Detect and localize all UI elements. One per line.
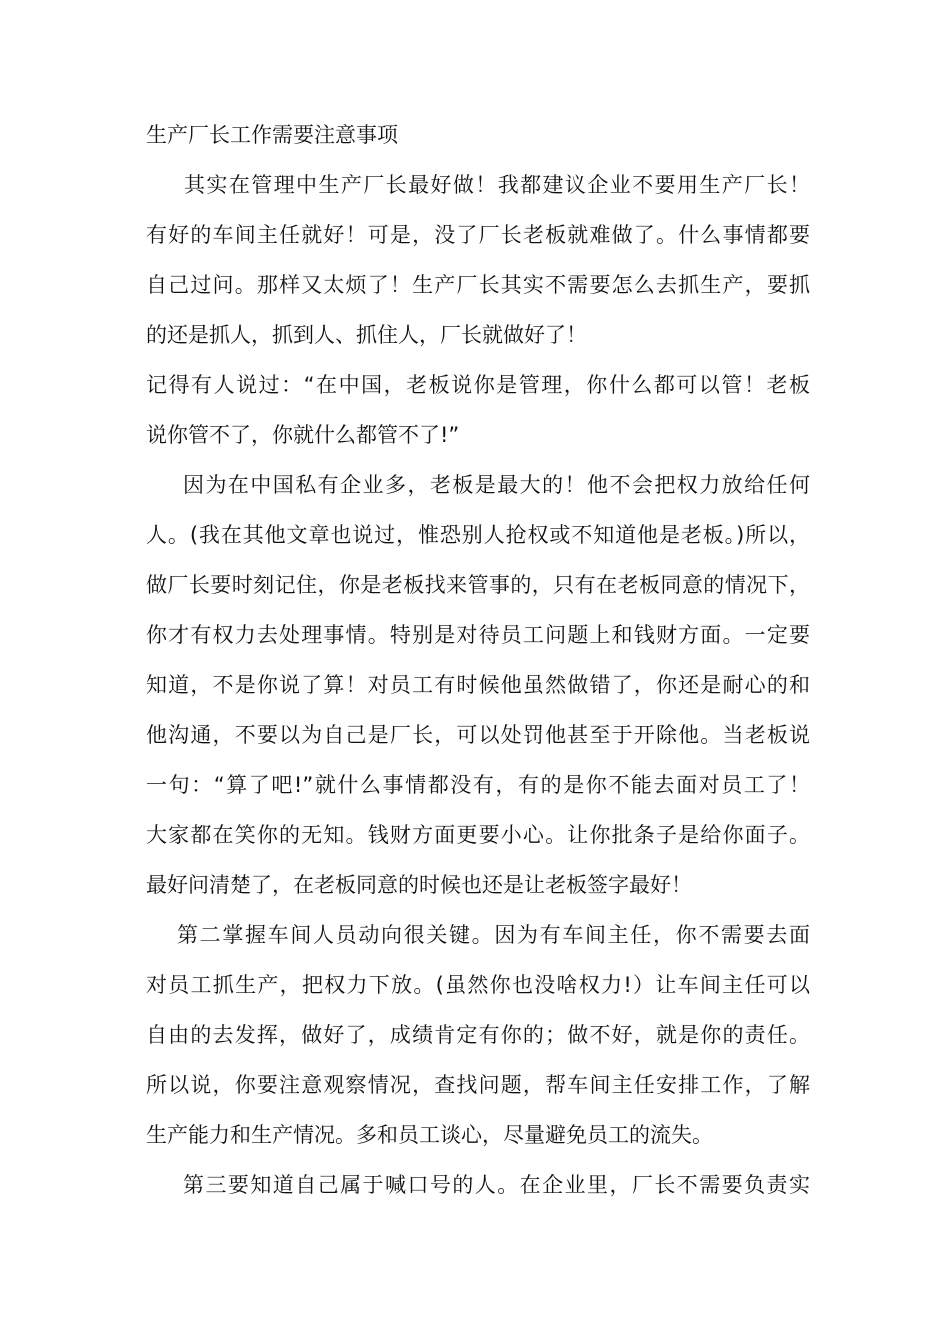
paragraph-line: 自己过问。那样又太烦了！生产厂长其实不需要怎么去抓生产，要抓 bbox=[146, 273, 810, 297]
paragraph-line: 大家都在笑你的无知。钱财方面更要小心。让你批条子是给你面子。 bbox=[146, 823, 810, 847]
paragraph-line: 第二掌握车间人员动向很关键。因为有车间主任，你不需要去面 bbox=[177, 923, 810, 947]
paragraph-line: 你才有权力去处理事情。特别是对待员工问题上和钱财方面。一定要 bbox=[146, 623, 810, 647]
paragraph-line: 的还是抓人，抓到人、抓住人，厂长就做好了！ bbox=[146, 323, 587, 347]
paragraph-line: 做厂长要时刻记住，你是老板找来管事的，只有在老板同意的情况下， bbox=[146, 573, 810, 597]
paragraph-line: 一句：“算了吧!”就什么事情都没有，有的是你不能去面对员工了！ bbox=[146, 773, 810, 797]
paragraph-line: 其实在管理中生产厂长最好做！我都建议企业不要用生产厂长！ bbox=[184, 173, 810, 197]
paragraph-line: 他沟通，不要以为自己是厂长，可以处罚他甚至于开除他。当老板说 bbox=[146, 723, 810, 747]
paragraph-line: 有好的车间主任就好！可是，没了厂长老板就难做了。什么事情都要 bbox=[146, 223, 810, 247]
paragraph-line: 因为在中国私有企业多，老板是最大的！他不会把权力放给任何 bbox=[183, 473, 810, 497]
paragraph-line: 人。(我在其他文章也说过，惟恐别人抢权或不知道他是老板。)所以， bbox=[146, 523, 810, 547]
document-title: 生产厂长工作需要注意事项 bbox=[146, 123, 398, 147]
paragraph-line: 知道，不是你说了算！对员工有时候他虽然做错了，你还是耐心的和 bbox=[146, 673, 810, 697]
paragraph-line: 第三要知道自己属于喊口号的人。在企业里，厂长不需要负责实 bbox=[183, 1173, 810, 1197]
paragraph-line: 所以说，你要注意观察情况，查找问题，帮车间主任安排工作，了解 bbox=[146, 1073, 810, 1097]
paragraph-line: 最好问清楚了，在老板同意的时候也还是让老板签字最好！ bbox=[146, 873, 692, 897]
paragraph-line: 生产能力和生产情况。多和员工谈心，尽量避免员工的流失。 bbox=[146, 1123, 713, 1147]
paragraph-line: 对员工抓生产，把权力下放。(虽然你也没啥权力!）让车间主任可以 bbox=[146, 973, 810, 997]
paragraph-line: 自由的去发挥，做好了，成绩肯定有你的；做不好，就是你的责任。 bbox=[146, 1023, 810, 1047]
paragraph-line: 记得有人说过：“在中国，老板说你是管理，你什么都可以管！老板 bbox=[146, 373, 810, 397]
paragraph-line: 说你管不了，你就什么都管不了!” bbox=[146, 423, 460, 447]
